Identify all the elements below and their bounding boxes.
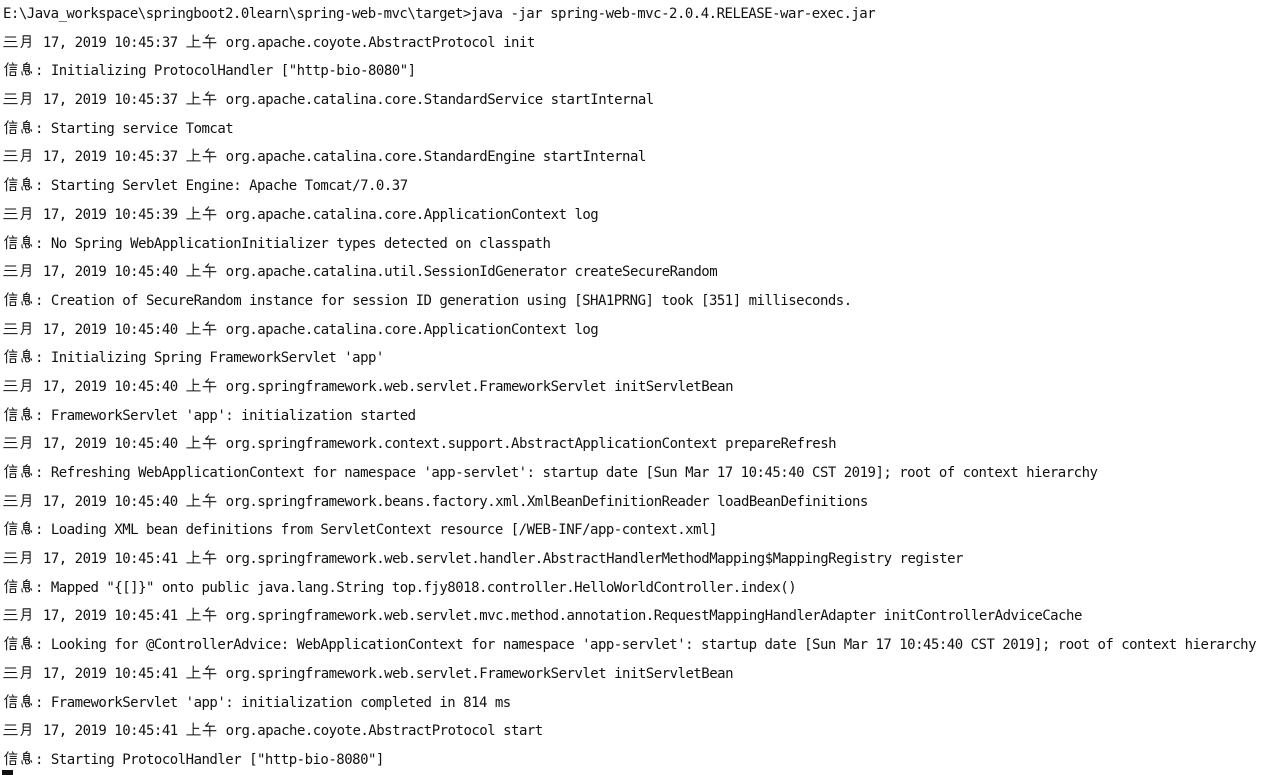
log-line: : Creation of SecureRandom instance for session ID generation using [SHA1PRNG] took [351] milliseconds. [0,287,1268,316]
cjk-glyph [3,120,18,135]
log-line: 17, 2019 10:45:41 org.springframework.web.servlet.mvc.method.annotation.RequestMappingHandlerAdapter initControllerAdviceCache [0,602,1268,631]
cjk-glyph [186,321,201,336]
cjk-glyph [3,378,18,393]
cjk-glyph [3,521,18,536]
cjk-glyph [202,206,217,221]
cjk-glyph [19,177,34,192]
cjk-glyph [19,751,34,766]
cjk-glyph [202,34,217,49]
cjk-glyph [3,177,18,192]
cjk-glyph [202,435,217,450]
log-line: : FrameworkServlet 'app': initialization completed in 814 ms [0,689,1268,718]
cjk-glyph [3,751,18,766]
cjk-glyph [3,292,18,307]
cjk-glyph [3,321,18,336]
log-line: : Refreshing WebApplicationContext for namespace 'app-servlet': startup date [Sun Mar 17 10:45:40 CST 2019]; root of context hierarchy [0,459,1268,488]
cjk-glyph [19,34,34,49]
cjk-glyph [186,34,201,49]
cjk-glyph [19,636,34,651]
log-line: E:\Java_workspace\springboot2.0learn\spring-web-mvc\target>java -jar spring-web-mvc-2.0.4.RELEASE-war-exec.jar [3,6,876,22]
log-line: : Starting Servlet Engine: Apache Tomcat/7.0.37 [0,172,1268,201]
log-line: 17, 2019 10:45:41 org.springframework.web.servlet.handler.AbstractHandlerMethodMapping$MappingRegistry register [0,545,1268,574]
log-line: : Loading XML bean definitions from ServletContext resource [/WEB-INF/app-context.xml] [0,516,1268,545]
cjk-glyph [19,521,34,536]
cjk-glyph [19,607,34,622]
cjk-glyph [19,349,34,364]
cjk-glyph [3,91,18,106]
log-line: 17, 2019 10:45:37 org.apache.coyote.AbstractProtocol init [0,29,1268,58]
cjk-glyph [19,435,34,450]
cjk-glyph [202,550,217,565]
cjk-glyph [3,464,18,479]
cjk-glyph [186,206,201,221]
cjk-glyph [19,206,34,221]
cjk-glyph [202,91,217,106]
cjk-glyph [3,435,18,450]
cjk-glyph [202,493,217,508]
cjk-glyph [186,607,201,622]
cjk-glyph [186,493,201,508]
cjk-glyph [19,120,34,135]
cjk-glyph [19,665,34,680]
cjk-glyph [3,263,18,278]
cjk-glyph [3,407,18,422]
cjk-glyph [3,694,18,709]
cjk-glyph [3,665,18,680]
cjk-glyph [19,550,34,565]
log-line: : FrameworkServlet 'app': initialization started [0,402,1268,431]
cjk-glyph [19,407,34,422]
cjk-glyph [3,550,18,565]
log-line: 17, 2019 10:45:37 org.apache.catalina.core.StandardService startInternal [0,86,1268,115]
cjk-glyph [3,636,18,651]
log-line: : Looking for @ControllerAdvice: WebApplicationContext for namespace 'app-servlet': startup date [Sun Mar 17 10:45:40 CST 2019]; root of context hierarchy [0,631,1268,660]
cjk-glyph [186,378,201,393]
cjk-glyph [186,722,201,737]
cjk-glyph [3,148,18,163]
cjk-glyph [3,607,18,622]
cjk-glyph [186,263,201,278]
cjk-glyph [19,722,34,737]
cjk-glyph [186,148,201,163]
cjk-glyph [3,235,18,250]
cjk-glyph [186,665,201,680]
cjk-glyph [202,378,217,393]
cjk-glyph [19,464,34,479]
cjk-glyph [19,321,34,336]
log-line: 17, 2019 10:45:40 org.springframework.web.servlet.FrameworkServlet initServletBean [0,373,1268,402]
log-line: 17, 2019 10:45:40 org.springframework.context.support.AbstractApplicationContext prepareRefresh [0,430,1268,459]
cjk-glyph [186,435,201,450]
log-line: 17, 2019 10:45:40 org.springframework.beans.factory.xml.XmlBeanDefinitionReader loadBeanDefinitions [0,488,1268,517]
cjk-glyph [19,62,34,77]
log-line: 17, 2019 10:45:40 org.apache.catalina.core.ApplicationContext log [0,316,1268,345]
cjk-glyph [19,235,34,250]
cjk-glyph [3,493,18,508]
log-line: : Initializing Spring FrameworkServlet 'app' [0,344,1268,373]
cjk-glyph [3,34,18,49]
log-line: 17, 2019 10:45:40 org.apache.catalina.util.SessionIdGenerator createSecureRandom [0,258,1268,287]
cjk-glyph [19,148,34,163]
cjk-glyph [19,263,34,278]
log-line: 17, 2019 10:45:37 org.apache.catalina.core.StandardEngine startInternal [0,143,1268,172]
cjk-glyph [19,579,34,594]
log-line: : Mapped "{[]}" onto public java.lang.String top.fjy8018.controller.HelloWorldController.index() [0,574,1268,603]
cjk-glyph [3,579,18,594]
cjk-glyph [202,607,217,622]
cjk-glyph [202,148,217,163]
cjk-glyph [19,91,34,106]
cjk-glyph [19,292,34,307]
cjk-glyph [3,349,18,364]
cjk-glyph [19,694,34,709]
cjk-glyph [19,493,34,508]
cjk-glyph [3,62,18,77]
cjk-glyph [202,263,217,278]
cjk-glyph [202,665,217,680]
log-line: : Starting service Tomcat [0,115,1268,144]
cjk-glyph [202,722,217,737]
log-line: : Starting ProtocolHandler ["http-bio-8080"] [0,746,1268,775]
cjk-glyph [186,91,201,106]
cjk-glyph [19,378,34,393]
terminal-cursor [2,770,13,775]
log-line: 17, 2019 10:45:41 org.springframework.web.servlet.FrameworkServlet initServletBean [0,660,1268,689]
cjk-glyph [186,550,201,565]
log-line: 17, 2019 10:45:39 org.apache.catalina.core.ApplicationContext log [0,201,1268,230]
log-line: : Initializing ProtocolHandler ["http-bio-8080"] [0,57,1268,86]
cjk-glyph [3,206,18,221]
log-line: : No Spring WebApplicationInitializer types detected on classpath [0,230,1268,259]
cjk-glyph [202,321,217,336]
cjk-glyph [3,722,18,737]
log-line: 17, 2019 10:45:41 org.apache.coyote.AbstractProtocol start [0,717,1268,746]
